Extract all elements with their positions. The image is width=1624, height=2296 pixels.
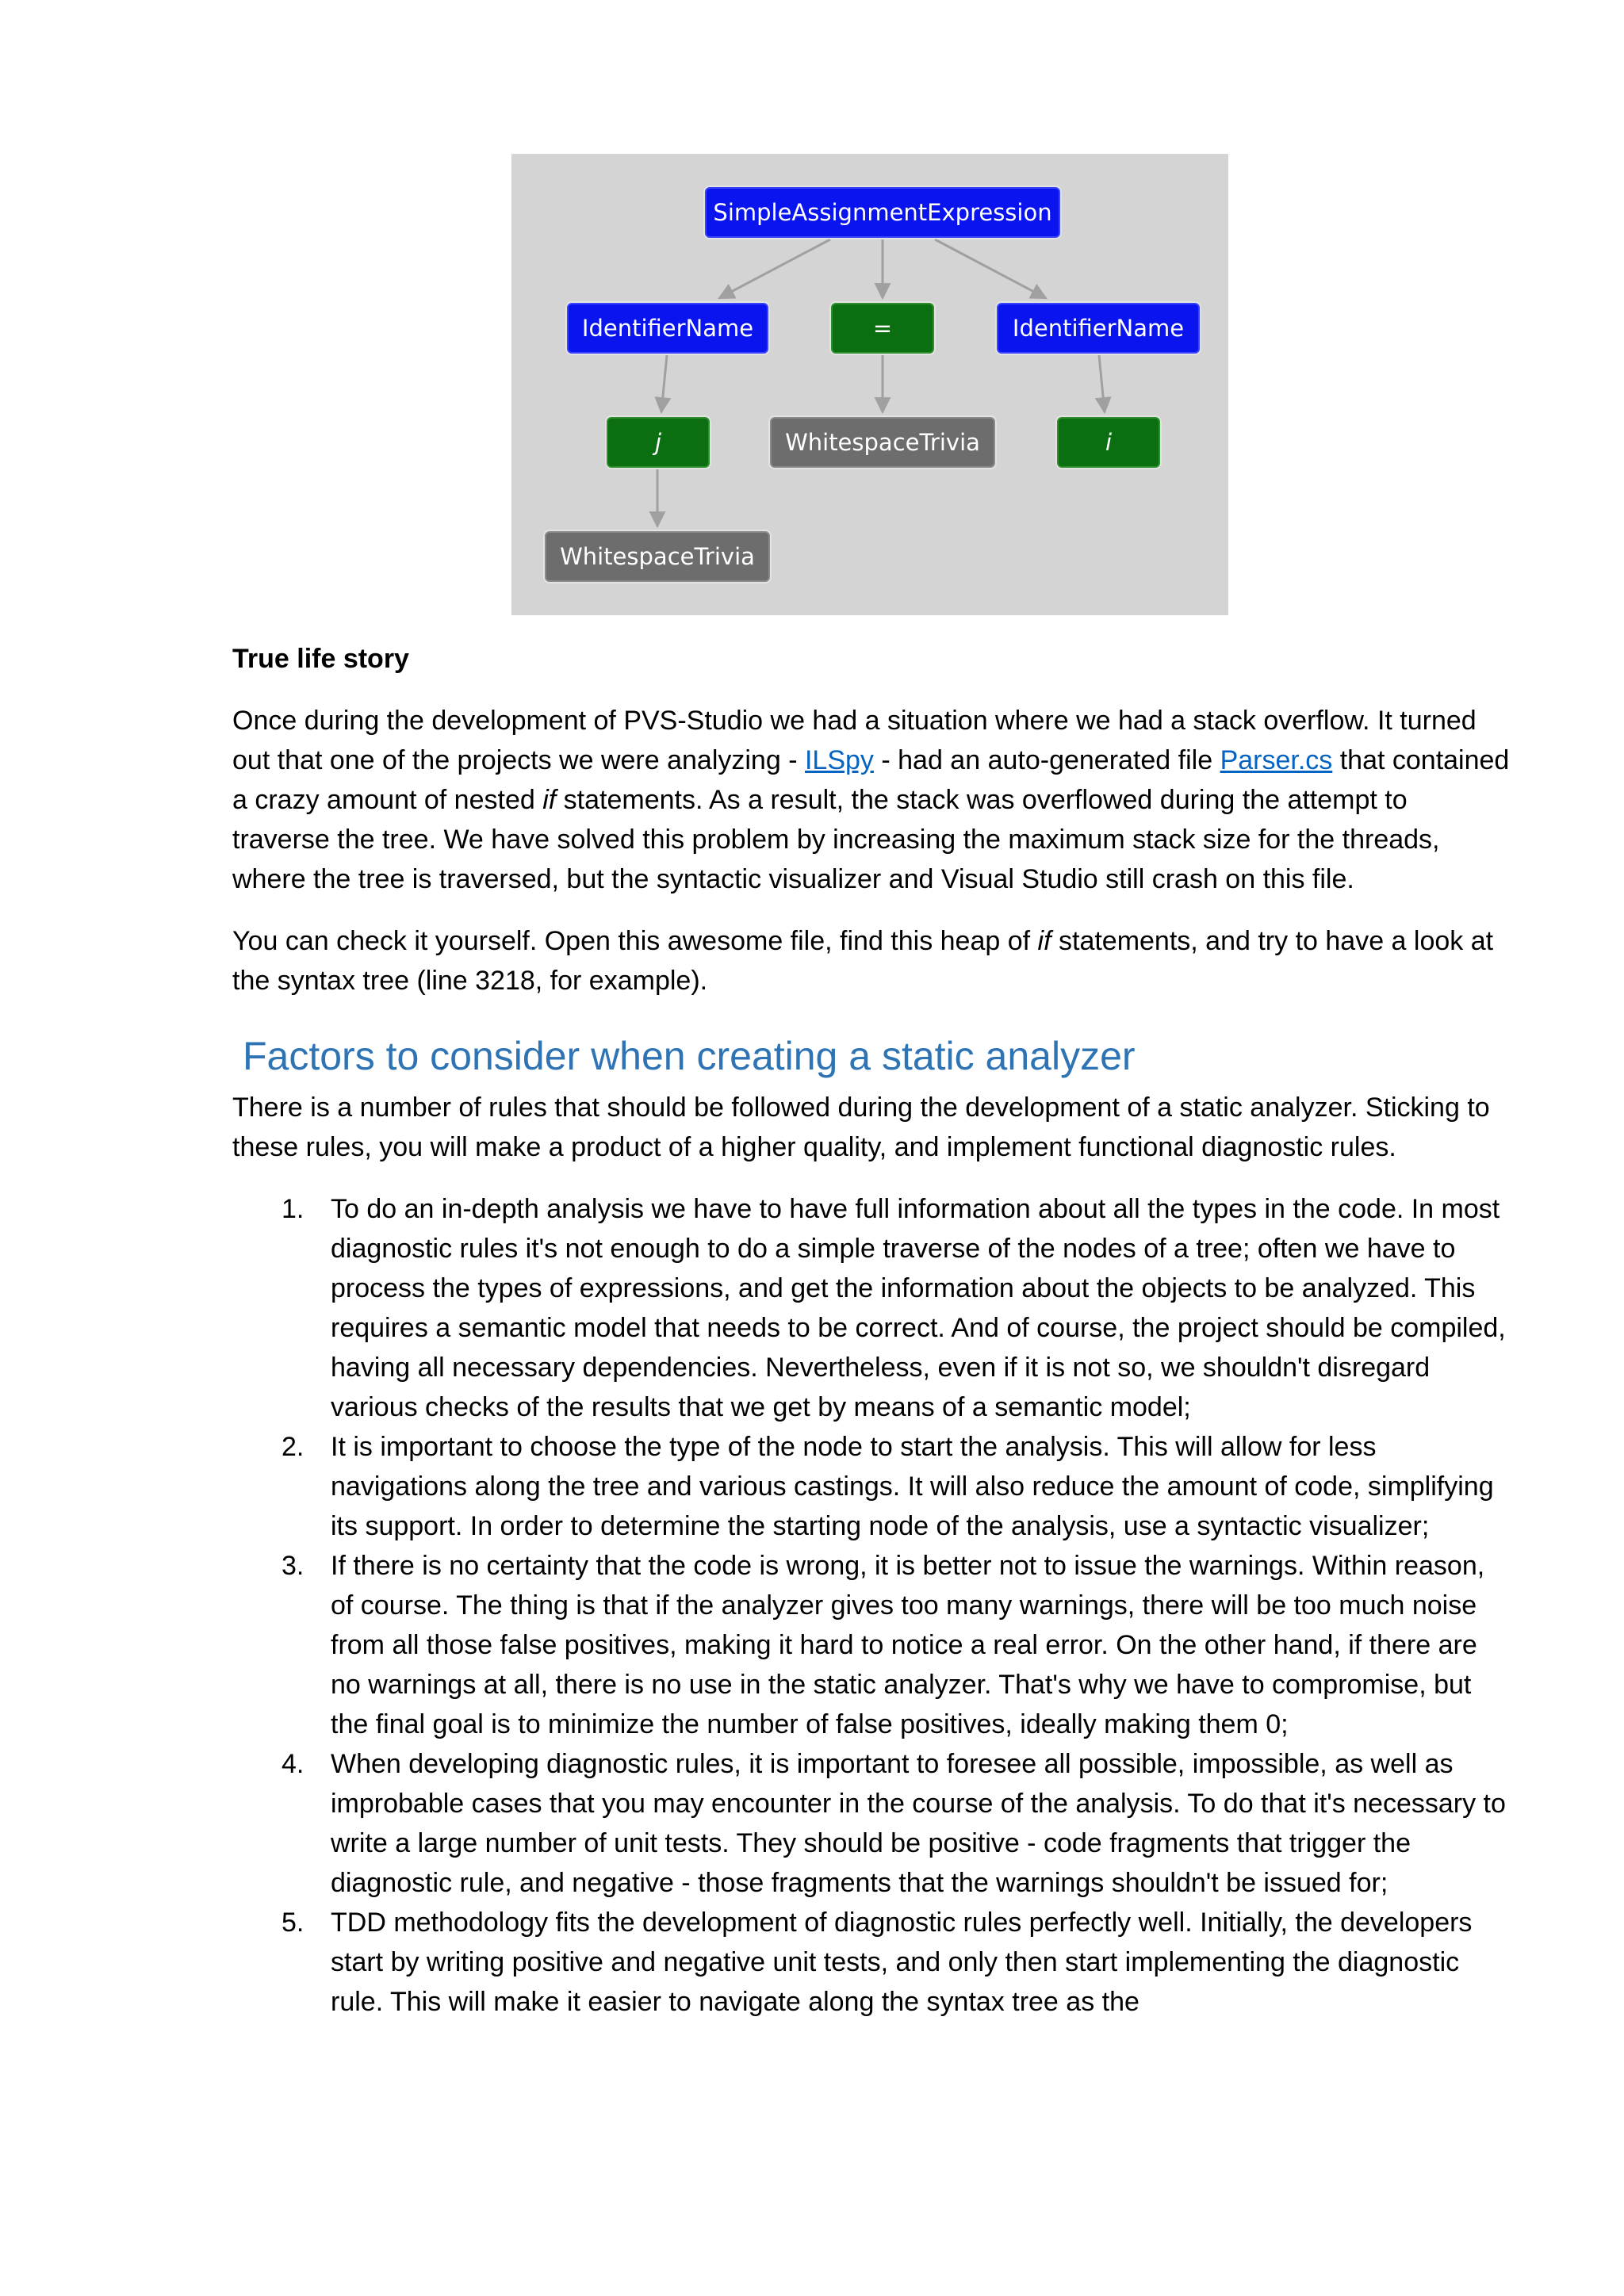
story-paragraph-2 [232, 921, 1511, 1001]
node-j-token: j [607, 417, 710, 468]
story-p2-text-2: statements, and try to have a look at the syntax tree (line 3218, for example). [232, 926, 1494, 996]
rules-list [232, 1189, 1511, 2022]
story-title: True life story [232, 644, 409, 674]
story-p2-if-keyword: if [1037, 926, 1051, 956]
list-item-number: 3. [282, 1551, 304, 1581]
edge-left-j [661, 355, 667, 412]
list-item-number: 4. [282, 1749, 304, 1779]
section-heading: Factors to consider when creating a static analyzer [243, 1034, 1136, 1078]
edge-right-i [1099, 355, 1105, 412]
list-item-text: To do an in-depth analysis we have to have full information about all the types in the code. In most diagnostic rules it's not enough to do a simple traverse of the nodes of a tree; often we have to process the types of expressions, and get the information about the objects to be analyzed. This requires a semantic model that needs to be correct. And of course, the project should be compiled, having all necessary dependencies. Nevertheless, even if it is not so, we shouldn't disregard various checks of the results that we get by means of a semantic model; [331, 1194, 1506, 1422]
story-p2-text-1: You can check it yourself. Open this awesome file, find this heap of [232, 926, 1038, 956]
node-whitespace-trivia-bottom: WhitespaceTrivia [545, 531, 770, 582]
node-i-token: i [1057, 417, 1160, 468]
node-identifier-name-right: IdentifierName [997, 303, 1200, 354]
list-item [232, 1189, 1511, 1427]
node-equals-token: = [831, 303, 934, 354]
list-item [232, 1903, 1511, 2022]
story-p1-if-keyword: if [542, 785, 557, 815]
list-item-number: 1. [282, 1194, 304, 1224]
story-section [232, 639, 1511, 679]
story-p1-text-3: that contained a crazy amount of nested [232, 745, 1510, 815]
node-whitespace-trivia-middle: WhitespaceTrivia [770, 417, 995, 468]
list-item-number: 2. [282, 1432, 304, 1462]
section-intro-text: There is a number of rules that should be followed during the development of a static analyzer. Sticking to these rules, you will make a product of a higher quality, and implement functional diagnostic rules. [232, 1093, 1490, 1162]
story-p1-text-1: Once during the development of PVS-Studio we had a situation where we had a stack overflow. It turned out that one of the projects we were analyzing - [232, 706, 1477, 775]
story-p1-text-4: statements. As a result, the stack was overflowed during the attempt to traverse the tree. We have solved this problem by increasing the maximum stack size for the threads, where the tree is traversed, but the syntactic visualizer and Visual Studio still crash on this file. [232, 785, 1440, 894]
list-item-text: TDD methodology fits the development of diagnostic rules perfectly well. Initially, the developers start by writing positive and negative unit tests, and only then start implementing the diagnostic rule. This will make it easier to navigate along the syntax tree as the [331, 1908, 1473, 2017]
edge-root-right [935, 239, 1046, 298]
list-item-text: It is important to choose the type of the node to start the analysis. This will allow for less navigations along the tree and various castings. It will also reduce the amount of code, simplifying its support. In order to determine the starting node of the analysis, use a syntactic visualizer; [331, 1432, 1494, 1541]
syntax-tree-diagram [511, 154, 1228, 615]
section-intro [232, 1088, 1511, 1167]
node-simple-assignment-expression: SimpleAssignmentExpression [705, 187, 1060, 238]
list-item-text: If there is no certainty that the code is wrong, it is better not to issue the warnings. Within reason, of course. The thing is that if the analyzer gives too many warnings, there will be too much noise from all those false positives, making it hard to notice a real error. On the other hand, if there are no warnings at all, there is no use in the static analyzer. That's why we have to compromise, but the final goal is to minimize the number of false positives, ideally making them 0; [331, 1551, 1485, 1739]
node-identifier-name-left: IdentifierName [567, 303, 768, 354]
list-item [232, 1546, 1511, 1744]
story-p1-text-2: - had an auto-generated file [873, 745, 1220, 775]
story-paragraph-1 [232, 701, 1511, 899]
list-item [232, 1427, 1511, 1546]
list-item-number: 5. [282, 1908, 304, 1938]
edge-root-left [719, 239, 830, 298]
ilspy-link[interactable]: ILSpy [804, 745, 874, 775]
list-item-text: When developing diagnostic rules, it is important to foresee all possible, impossible, as well as improbable cases that you may encounter in the course of the analysis. To do that it's necessary to write a large number of unit tests. They should be positive - code fragments that trigger the diagnostic rule, and negative - those fragments that the warnings shouldn't be issued for; [331, 1749, 1506, 1898]
list-item [232, 1744, 1511, 1903]
parser-cs-link[interactable]: Parser.cs [1220, 745, 1333, 775]
